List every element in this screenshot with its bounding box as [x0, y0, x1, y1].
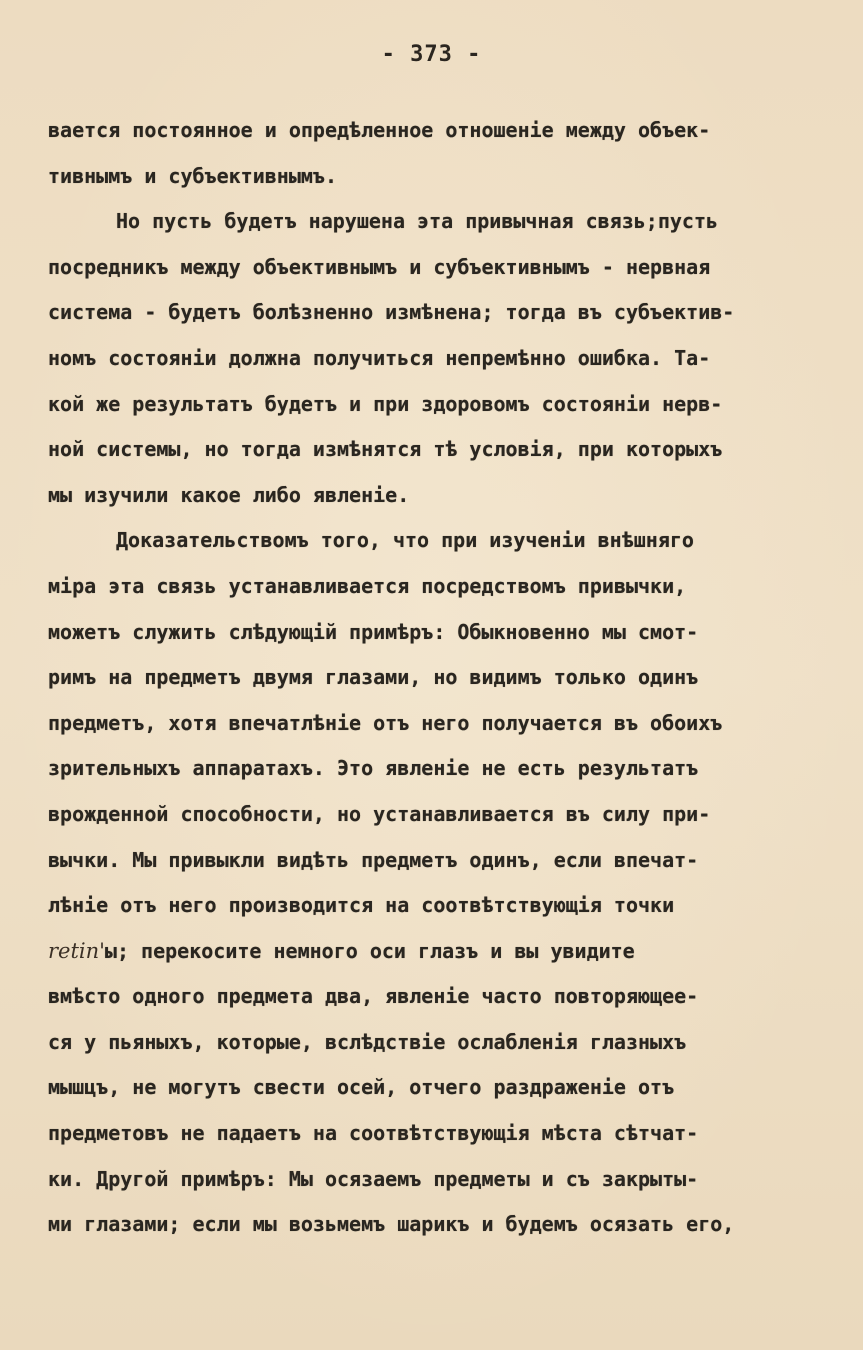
text-line-with-handwriting: [48, 929, 818, 975]
handwritten-insertion: retin': [48, 938, 105, 963]
text-line: зрительныхъ аппаратахъ. Это явленіе не есть результатъ: [48, 756, 699, 781]
text-line: римъ на предметъ двумя глазами, но видимъ только одинъ: [48, 665, 699, 690]
text-line: ной системы, но тогда измѣнятся тѣ условія, при которыхъ: [48, 437, 723, 462]
text-line: ми глазами; если мы возьмемъ шарикъ и будемъ осязать его,: [48, 1212, 735, 1237]
text-line: вается постоянное и опредѣленное отношеніе между объек-: [48, 118, 711, 142]
text-line: Доказательствомъ того, что при изученіи внѣшняго: [116, 528, 694, 553]
text-line: мышцъ, не могутъ свести осей, отчего раздраженіе отъ: [48, 1075, 675, 1100]
text-line: посредникъ между объективнымъ и субъективнымъ - нервная: [48, 254, 711, 279]
text-line: система - будетъ болѣзненно измѣнена; тогда въ субъектив-: [48, 300, 735, 325]
text-line: тивнымъ и субъективнымъ.: [48, 163, 337, 188]
text-line: можетъ служить слѣдующій примѣръ: Обыкновенно мы смот-: [48, 619, 699, 644]
text-line: номъ состояніи должна получиться непремѣнно ошибка. Та-: [48, 345, 711, 370]
text-line: лѣніе отъ него производится на соотвѣтствующія точки: [48, 893, 675, 918]
text-line: предметъ, хотя впечатлѣніе отъ него получается въ обоихъ: [48, 710, 723, 735]
text-line: міра эта связь устанавливается посредствомъ привычки,: [48, 573, 687, 598]
page-number: - 373 -: [381, 42, 482, 67]
text-line-rest: ы; перекосите немного оси глазъ и вы увидите: [104, 938, 635, 963]
text-line: мы изучили какое либо явленіе.: [48, 482, 410, 507]
text-line: предметовъ не падаетъ на соотвѣтствующія мѣста сѣтчат-: [48, 1121, 699, 1146]
text-line: Но пусть будетъ нарушена эта привычная связь;пусть: [116, 209, 719, 234]
text-line: ки. Другой примѣръ: Мы осязаемъ предметы и съ закрыты-: [48, 1166, 699, 1191]
text-line: врожденной способности, но устанавливается въ силу при-: [48, 801, 711, 826]
text-line: кой же результатъ будетъ и при здоровомъ состояніи нерв-: [48, 391, 723, 416]
body-text: [48, 108, 818, 1248]
text-line: вмѣсто одного предмета два, явленіе часто повторяющее-: [48, 984, 699, 1009]
text-line: вычки. Мы привыкли видѣть предметъ одинъ, если впечат-: [48, 847, 699, 872]
text-line: ся у пьяныхъ, которые, вслѣдствіе ослабленія глазныхъ: [48, 1029, 687, 1054]
